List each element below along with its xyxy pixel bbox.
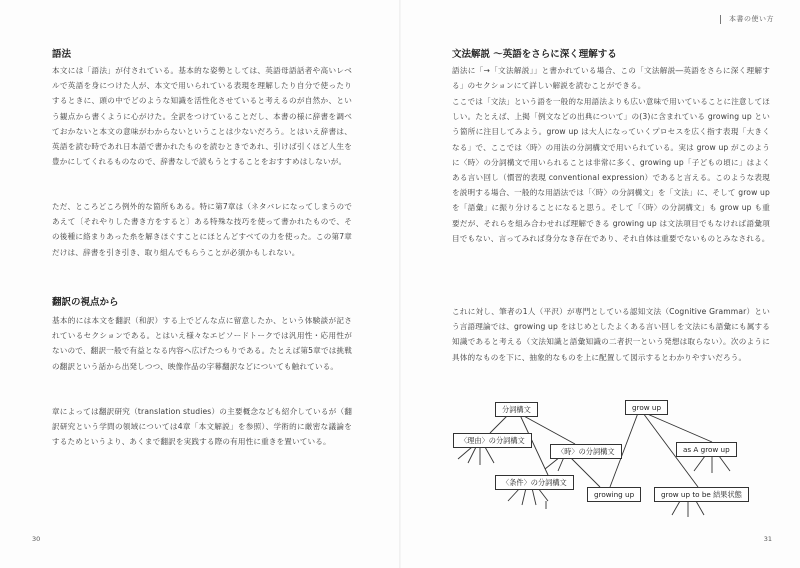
running-head: [720, 14, 774, 24]
paragraph: ここでは「文法」という語を一般的な用語法よりも広い意味で用いていることに注意してほしい。たとえば、上掲「例文などの出典について」の(3)に含まれている growing up という箇所に注目してみよう。grow up は大人になっていくプロセスを広く指す表現「大きくなる」で、ここでは〈時〉の用法の分詞構文で用いられている。実は grow up がこのように〈時〉の分詞構文で用いられることは非常に多く、growing up「子どもの頃に」はよくある言い回し（慣習的表現 conventional expression）であると言える。このような表現を説明する場合、一般的な用語法では「〈時〉の分詞構文」を「文法」に、そして grow up を「語彙」に振り分けることになると思う。そして「〈時〉の分詞構文」も grow up も重要だが、それらを組み合わせれば理解できる growing up は文法項目でもなければ語彙項目でもない、言ってみれば身分なき存在であり、それ自体は重要でないものとみなされる。: [452, 97, 770, 243]
node-reason-participial: 〈理由〉の分詞構文: [453, 433, 532, 448]
section-heading-translation: 翻訳の視点から: [52, 297, 119, 308]
schema-diagram: [450, 395, 770, 525]
paragraph: 章によっては翻訳研究（translation studies）の主要概念なども紹介しているが（翻訳研究という学問の領域については4章「本文解説」を参照）、学術的に厳密な議論をするためというより、あくまで翻訳を実践する際の有用性に重きを置いている。: [52, 407, 352, 447]
node-growing-up: growing up: [587, 487, 641, 502]
node-grow-up-to-be: grow up to be 結果状態: [654, 487, 749, 502]
section-heading-usage: 語法: [52, 49, 72, 60]
paragraph: 本文には「語法」が付されている。基本的な姿勢としては、英語母語話者や高いレベルで英語を身につけた人が、本文で用いられている表現を理解したり自分で使ったりするときに、頭の中でどのような知識を活性化させていると考えるのが自然か、という観点から書くように心がけた。全訳をつけていることだし、本書の様に辞書を調べておかないと本文の意味がわからないということは少ないだろう。とはいえ辞書は、英語を読む時であれ日本語で書かれたものを読むときであれ、引けば引くほど人生を豊かにしてくれるものなので、辞書なしで読もうとすることをおすすめはしないが。: [52, 66, 352, 167]
node-grow-up: grow up: [625, 400, 668, 415]
running-head-rule: [720, 15, 721, 24]
node-as-a-grow-up: as A grow up: [676, 442, 737, 457]
paragraph: これに対し、筆者の1人（平沢）が専門としている認知文法（Cognitive Grammar）という言語理論では、growing up をはじめとしたよくある言い回しを文法にも語彙にも属する知識であると考える（文法知識と語彙知識の二者択一という発想は取らない）。次のように具体的なものを下に、抽象的なものを上に配置して図示するとわかりやすいだろう。: [452, 307, 770, 362]
paragraph: ただ、ところどころ例外的な箇所もある。特に第7章は（ネタバレになってしまうのであえて〔それやりした書き方をすると〕ある特殊な技巧を使って書かれたもので、その後種に絡まりあった糸を解きほぐすことにほとんどすべての力を使った。この第7章だけは、辞書を引き引き、取り組んでもらうことが必須かもしれない。: [52, 202, 352, 257]
page-number: 30: [32, 535, 41, 543]
node-time-participial: 〈時〉の分詞構文: [550, 444, 622, 459]
running-head-text: 本書の使い方: [729, 15, 774, 23]
node-condition-participial: 〈条件〉の分詞構文: [495, 475, 574, 490]
section-heading-grammar: 文法解説 〜英語をさらに深く理解する: [452, 49, 617, 60]
paragraph: 語法に「→「文法解説」」と書かれている場合、この「文法解説―英語をさらに深く理解する」のセクションにて詳しい解説を読むことができる。: [452, 66, 770, 91]
node-participial-construction: 分詞構文: [495, 402, 538, 417]
page-number: 31: [763, 535, 772, 543]
paragraph: 基本的には本文を翻訳（和訳）する上でどんな点に留意したか、という体験談が記されているセクションである。とはいえ様々なエピソードトークでは汎用性・応用性がないので、翻訳一般で有益となる内容へ広げたつもりである。たとえば第5章では挑戦の翻訳という話から出発しつつ、映像作品の字幕翻訳などについても触れている。: [52, 316, 352, 371]
